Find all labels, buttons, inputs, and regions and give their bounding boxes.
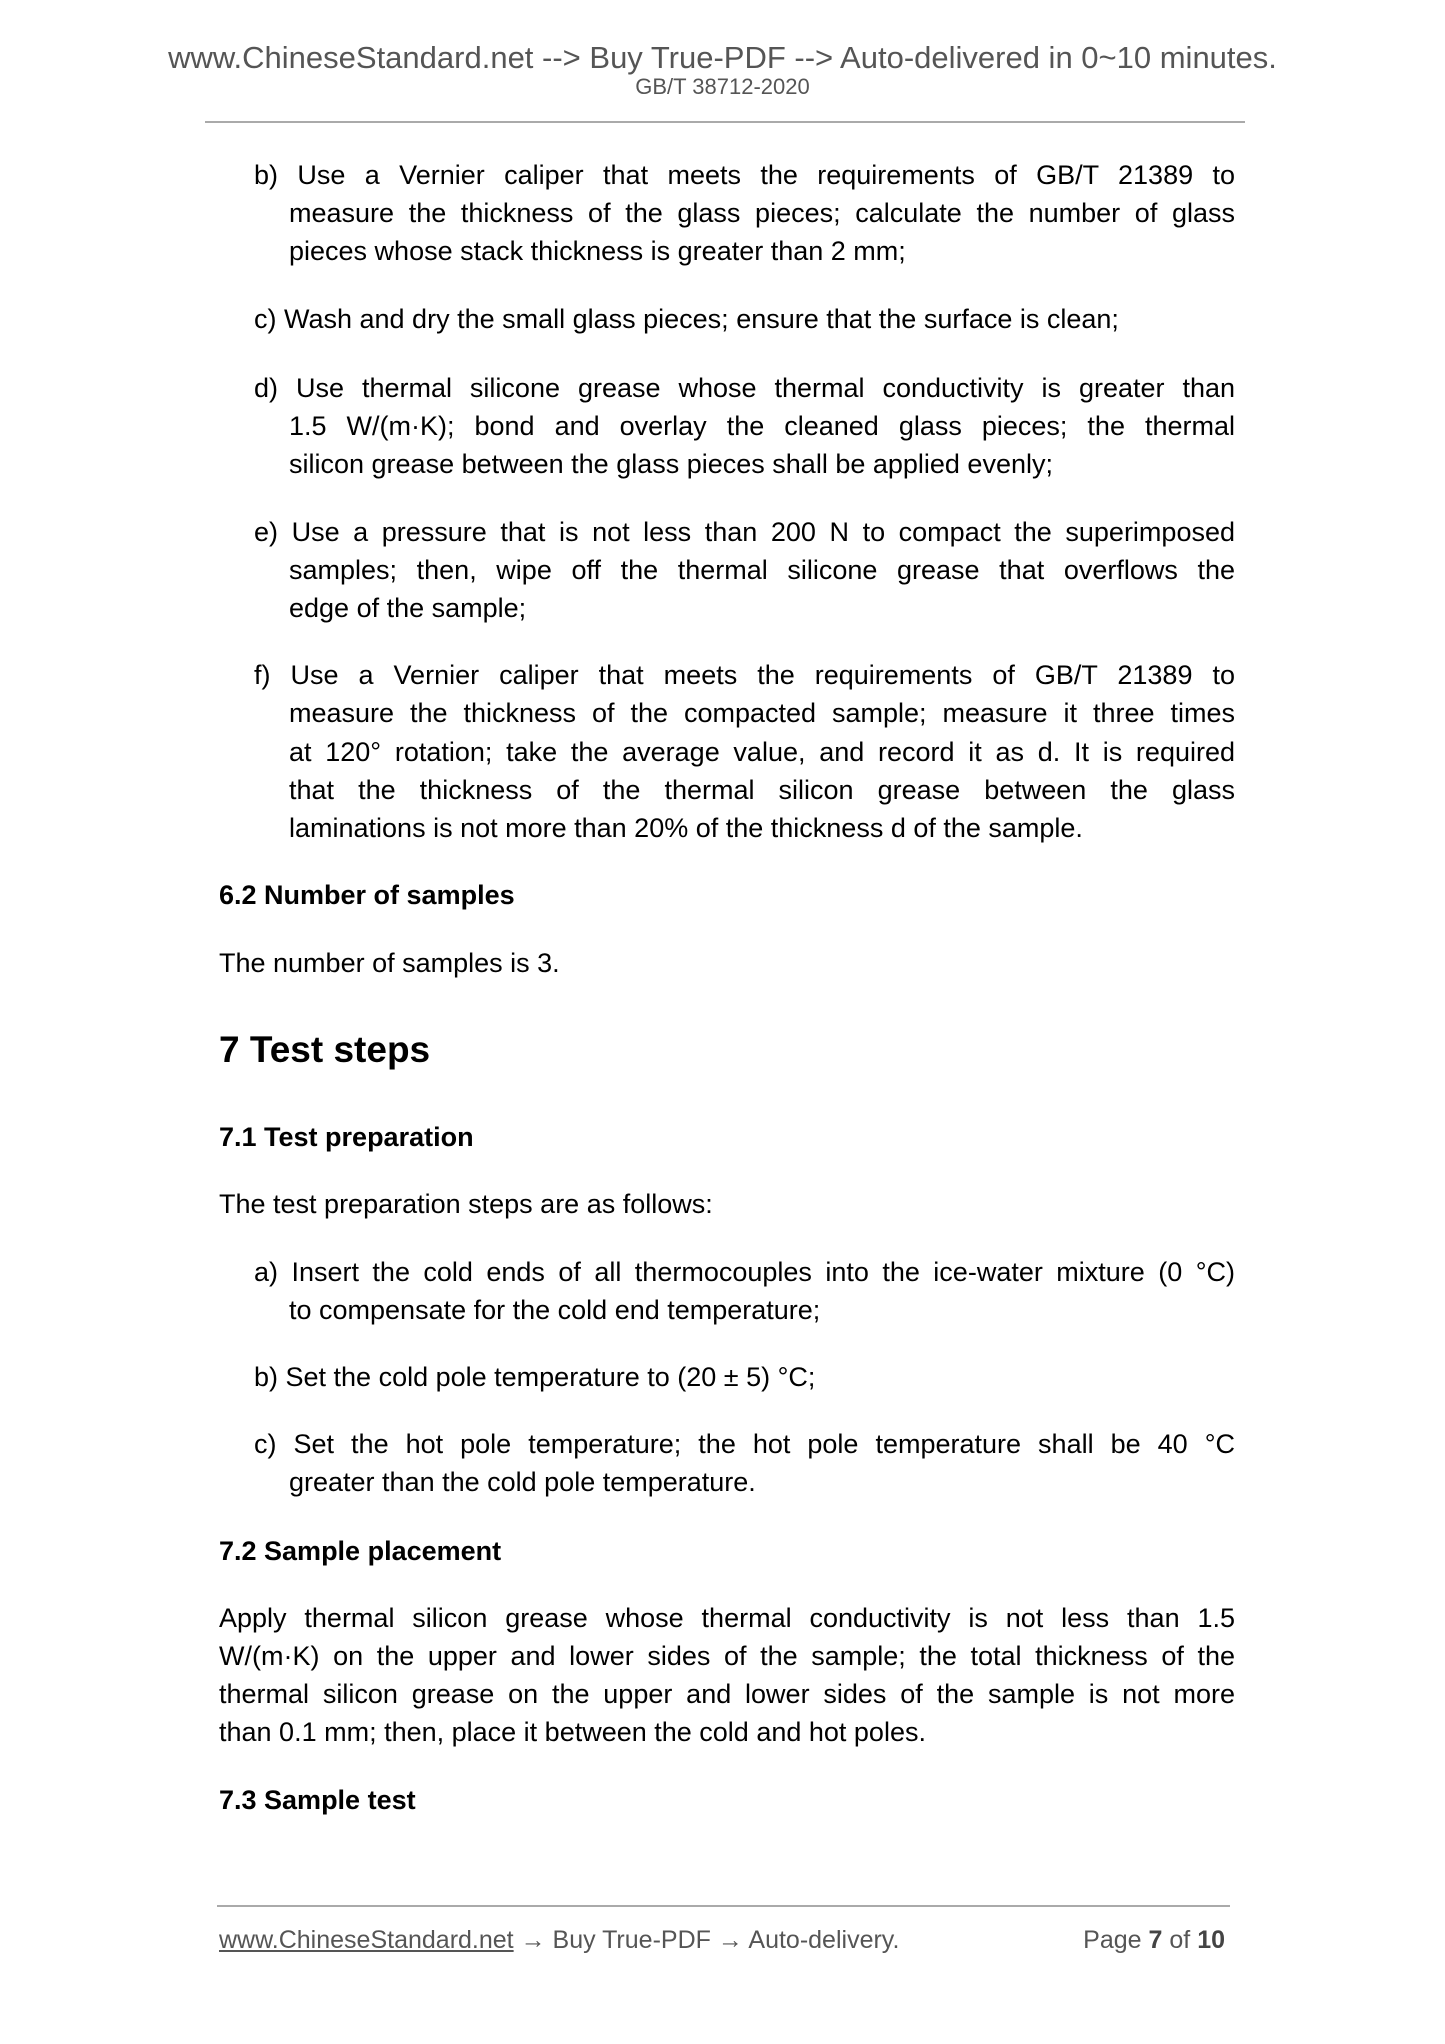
list-item-c: c) Wash and dry the small glass pieces; ensure that the surface is clean; (254, 304, 1119, 334)
page-number: 7 (1148, 1926, 1163, 1954)
footer-link[interactable]: www.ChineseStandard.net (219, 1926, 514, 1954)
heading-7-2: 7.2 Sample placement (219, 1536, 502, 1566)
list-item-c-line: greater than the cold pole temperature. (289, 1467, 756, 1497)
heading-7-3: 7.3 Sample test (219, 1785, 416, 1815)
list-item-e: e) Use a pressure that is not less than 200 N to compact the superimposed (254, 517, 1235, 547)
footer-divider (217, 1905, 1230, 1907)
list-item-f-line: that the thickness of the thermal silicon grease between the glass (289, 775, 1235, 805)
list-item-a-line: to compensate for the cold end temperature; (289, 1295, 821, 1325)
page-label: Page (1083, 1926, 1142, 1954)
paragraph-line: than 0.1 mm; then, place it between the cold and hot poles. (219, 1717, 926, 1747)
header-divider (205, 121, 1245, 123)
list-item-d-line: 1.5 W/(m·K); bond and overlay the cleaned glass pieces; the thermal (289, 411, 1235, 441)
header-banner: www.ChineseStandard.net --> Buy True-PDF --> Auto-delivered in 0~10 minutes. (168, 40, 1277, 75)
list-item-f-line: laminations is not more than 20% of the thickness d of the sample. (289, 813, 1083, 843)
footer-text (219, 1926, 899, 1955)
list-item-f-line: measure the thickness of the compacted sample; measure it three times (289, 698, 1235, 728)
paragraph-line: thermal silicon grease on the upper and lower sides of the sample is not more (219, 1679, 1235, 1709)
heading-7: 7 Test steps (219, 1029, 431, 1070)
list-item-f: f) Use a Vernier caliper that meets the requirements of GB/T 21389 to (254, 660, 1235, 690)
list-item-b-line: pieces whose stack thickness is greater than 2 mm; (289, 236, 906, 266)
list-item-b: b) Use a Vernier caliper that meets the requirements of GB/T 21389 to (254, 160, 1235, 190)
footer-tagline: → Buy True-PDF → Auto-delivery. (513, 1926, 900, 1954)
list-item-e-line: edge of the sample; (289, 593, 527, 623)
paragraph-line: W/(m·K) on the upper and lower sides of the sample; the total thickness of the (219, 1641, 1235, 1671)
page-indicator (1083, 1926, 1225, 1955)
list-item-a: a) Insert the cold ends of all thermocouples into the ice-water mixture (0 °C) (254, 1257, 1235, 1287)
list-item-f-line: at 120° rotation; take the average value, and record it as d. It is required (289, 737, 1235, 767)
paragraph-line: Apply thermal silicon grease whose thermal conductivity is not less than 1.5 (219, 1603, 1235, 1633)
paragraph: The test preparation steps are as follows: (219, 1189, 713, 1219)
heading-7-1: 7.1 Test preparation (219, 1122, 474, 1152)
list-item-d-line: silicon grease between the glass pieces shall be applied evenly; (289, 449, 1053, 479)
list-item-c: c) Set the hot pole temperature; the hot pole temperature shall be 40 °C (254, 1429, 1235, 1459)
page-total: 10 (1197, 1926, 1225, 1954)
paragraph: The number of samples is 3. (219, 948, 560, 978)
heading-6-2: 6.2 Number of samples (219, 880, 515, 910)
list-item-b-line: measure the thickness of the glass pieces; calculate the number of glass (289, 198, 1235, 228)
list-item-d: d) Use thermal silicone grease whose thermal conductivity is greater than (254, 373, 1235, 403)
standard-number: GB/T 38712-2020 (635, 74, 810, 99)
list-item-b: b) Set the cold pole temperature to (20 ± 5) °C; (254, 1362, 816, 1392)
list-item-e-line: samples; then, wipe off the thermal silicone grease that overflows the (289, 555, 1235, 585)
page-of: of (1169, 1926, 1191, 1954)
